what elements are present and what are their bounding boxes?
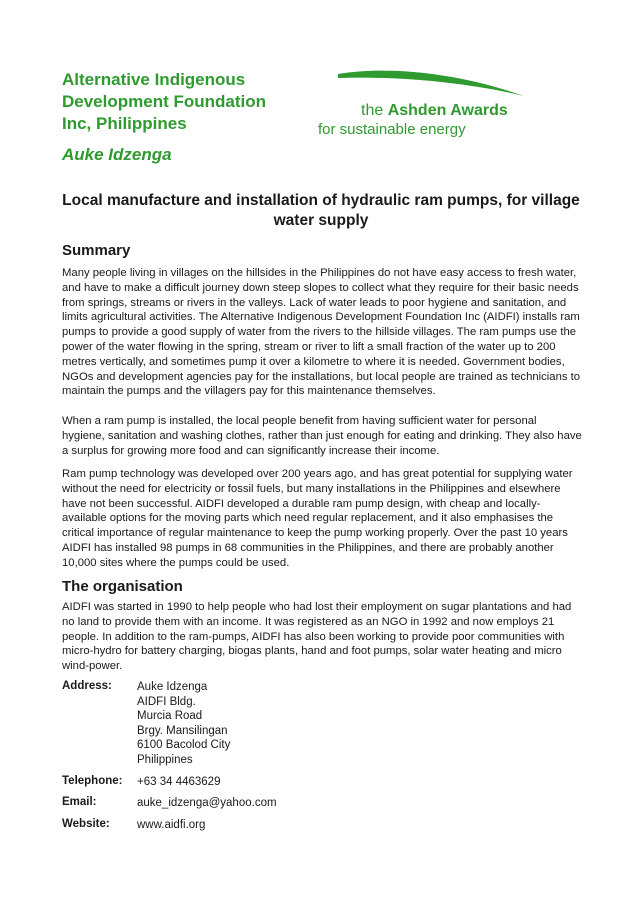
summary-heading: Summary bbox=[62, 242, 131, 259]
summary-paragraph: When a ram pump is installed, the local people benefit from having sufficient water for personal hygiene, sanitation and washing clothes, rather than just enough for eating and drinking. They also have a surplus for growing more food and can significantly increase their income. bbox=[62, 415, 582, 457]
email-label: Email: bbox=[62, 796, 97, 809]
address-line: 6100 Bacolod City bbox=[137, 739, 231, 752]
address-line: AIDFI Bldg. bbox=[137, 695, 196, 708]
contact-details bbox=[62, 680, 537, 839]
logo-subtitle: for sustainable energy bbox=[318, 121, 466, 138]
organisation-paragraph: AIDFI was started in 1990 to help people who had lost their employment on sugar plantations and had no land to provide them with an income. It was registered as an NGO in 1992 and now employs 21 people. In addition to the ram-pumps, AIDFI has also been working to provide poor communities with micro-hydro for battery charging, biogas plants, hand and foot pumps, solar water heating and micro wind-power. bbox=[62, 601, 572, 673]
website-label: Website: bbox=[62, 817, 110, 830]
page-title: Local manufacture and installation of hydraulic ram pumps, for village water supply bbox=[62, 192, 580, 229]
contact-person-name: Auke Idzenga bbox=[62, 145, 172, 164]
org-name-line: Development Foundation bbox=[62, 92, 266, 111]
email-value[interactable]: auke_idzenga@yahoo.com bbox=[137, 797, 277, 810]
summary-paragraph: Ram pump technology was developed over 200 years ago, and has great potential for supplying water without the need for electricity or fossil fuels, but many installations in the Philippines and elsewhere have not been successful. AIDFI developed a durable ram pump design, with cheap and locally-available options for the moving parts which need regular replacement, and it also emphasises the critical importance of regular maintenance to keep the pump working properly. Over the past 10 years AIDFI has installed 98 pumps in 68 communities in the Philippines, and there are probably another 10,000 sites where the pumps could be used. bbox=[62, 468, 573, 569]
address-value bbox=[137, 680, 537, 768]
org-name-line: Inc, Philippines bbox=[62, 114, 187, 133]
address-line: Philippines bbox=[137, 753, 193, 766]
address-line: Auke Idzenga bbox=[137, 681, 208, 693]
org-name-line: Alternative Indigenous bbox=[62, 70, 246, 89]
organisation-name bbox=[62, 69, 322, 135]
website-value[interactable]: www.aidfi.org bbox=[137, 818, 206, 831]
address-line: Brgy. Mansilingan bbox=[137, 724, 228, 737]
logo-title-bold: Ashden Awards bbox=[387, 102, 508, 119]
swoosh-icon bbox=[336, 68, 526, 104]
logo-title-prefix: the bbox=[361, 102, 384, 119]
telephone-label: Telephone: bbox=[62, 774, 123, 787]
telephone-value: +63 34 4463629 bbox=[137, 775, 221, 788]
logo-title bbox=[361, 102, 508, 120]
address-label: Address: bbox=[62, 680, 112, 692]
address-line: Murcia Road bbox=[137, 710, 203, 723]
website-row bbox=[62, 818, 537, 833]
organisation-heading: The organisation bbox=[62, 578, 183, 595]
ashden-awards-logo bbox=[318, 68, 528, 140]
telephone-row bbox=[62, 775, 537, 790]
summary-paragraph: Many people living in villages on the hillsides in the Philippines do not have easy access to fresh water, and have to make a difficult journey down steep slopes to collect what they require for their basic needs from springs, streams or rivers in the valleys. Lack of water leads to poor hygiene and sanitation, and limits agricultural activities. The Alternative Indigenous Development Foundation Inc (AIDFI) installs ram pumps to provide a good supply of water from the rivers to the hillside villages. The ram pumps use the power of the water flowing in the spring, stream or river to lift a small fraction of the water up to 200 metres vertically, and sometimes pump it over a kilometre to where it is needed. Government bodies, NGOs and development agencies pay for the installations, but local people are trained as technicians to maintain the pumps and the villagers pay for this maintenance themselves. bbox=[62, 267, 581, 398]
address-row bbox=[62, 680, 537, 768]
email-row bbox=[62, 796, 537, 811]
